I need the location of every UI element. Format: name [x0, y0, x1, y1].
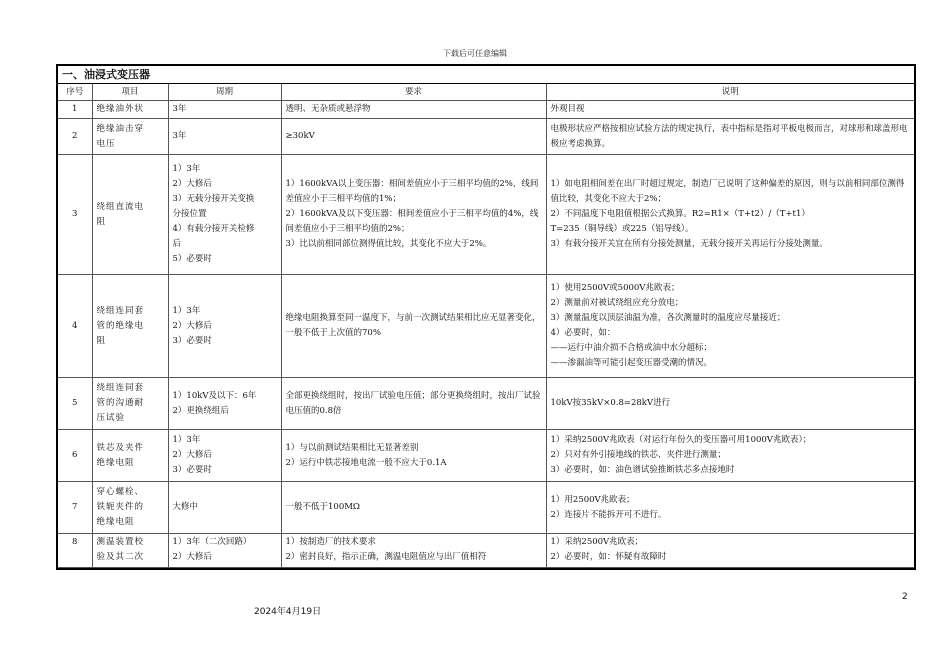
standards-table-sheet: [56, 64, 916, 570]
header-note: 下载后可任意编辑: [443, 49, 507, 58]
row-requirement: 绝缘电阻换算至同一温度下，与前一次测试结果相比应无显著变化，一般不低于上次值的70%: [281, 275, 546, 378]
row-requirement: 1）按制造厂的技术要求 2）密封良好，指示正确，测温电阻值应与出厂值相符: [281, 534, 546, 568]
row-item: 绕组直流电 阻: [92, 155, 168, 275]
row-note: 1）如电阻相间差在出厂时超过规定，制造厂已说明了这种偏差的原因，则与以前相同部位测得值比较，其变化不应大于2%； 2）不同温度下电阻值根据公式换算。R2=R1×（T+t2）/（T+t1） T=235（铜导线）或225（铝导线）。 3）有载分接开关宜在所有分接处测量，无载分接开关再运行分接处测量。: [546, 155, 914, 275]
table-header-row: [58, 84, 914, 101]
row-item: 测温装置校 验及其二次: [92, 534, 168, 568]
row-requirement: 透明、无杂质或悬浮物: [281, 101, 546, 119]
row-item: 绕组连同套 管的沟通耐 压试验: [92, 378, 168, 430]
row-note: 10kV按35kV×0.8=28kV进行: [546, 378, 914, 430]
row-period: 1）3年 2）大修后 3）必要时: [168, 275, 281, 378]
row-note: 1）采纳2500V兆欧表（对运行年份久的变压器可用1000V兆欧表）； 2）只对有外引接地线的铁芯、夹件进行测量； 3）必要时，如：油色谱试验推断铁芯多点接地时: [546, 430, 914, 482]
row-requirement: 全部更换绕组时，按出厂试验电压值；部分更换绕组时，按出厂试验电压值的0.8倍: [281, 378, 546, 430]
row-item: 绕组连同套 管的绝缘电 阻: [92, 275, 168, 378]
row-note: 外观目视: [546, 101, 914, 119]
row-item: 绝缘油击穿 电压: [92, 119, 168, 155]
row-item: 穿心螺栓、 铁轭夹件的 绝缘电阻: [92, 482, 168, 534]
page-number: 2: [902, 592, 908, 602]
row-period: 1）10kV及以下：6年 2）更换绕组后: [168, 378, 281, 430]
row-period: 3年: [168, 101, 281, 119]
row-note: 1）使用2500V或5000V兆欧表； 2）测量前对被试绕组应充分放电； 3）测量温度以顶层油温为准，各次测量时的温度应尽量接近； 4）必要时，如： ——运行中油介损不合格或油中水分超标； ——渗漏油等可能引起变压器受潮的情况。: [546, 275, 914, 378]
col-header-requirement: 要求: [281, 84, 546, 101]
table-row: [58, 155, 914, 275]
row-note: 1）用2500V兆欧表； 2）连接片不能拆开可不进行。: [546, 482, 914, 534]
col-header-item: 项目: [92, 84, 168, 101]
table-row: [58, 119, 914, 155]
row-period: 大修中: [168, 482, 281, 534]
row-requirement: 一般不低于100MΩ: [281, 482, 546, 534]
table-row: [58, 101, 914, 119]
col-header-no: 序号: [58, 84, 92, 101]
row-note: 电极形状应严格按相应试验方法的规定执行，表中指标是指对平板电极而言，对球形和球盖形电极应考虑换算。: [546, 119, 914, 155]
table-row: [58, 534, 914, 568]
col-header-period: 周期: [168, 84, 281, 101]
row-period: 3年: [168, 119, 281, 155]
row-requirement: 1）1600kVA以上变压器：相间差值应小于三相平均值的2%，线间差值应小于三相平均值的1%； 2）1600kVA及以下变压器：相间差值应小于三相平均值的4%，线间差值应小于三相平均值的2%； 3）比以前相同部位测得值比较，其变化不应大于2%。: [281, 155, 546, 275]
table-row: [58, 430, 914, 482]
row-no: 5: [58, 378, 92, 430]
row-period: 1）3年（二次回路） 2）大修后: [168, 534, 281, 568]
table-row: [58, 482, 914, 534]
row-no: 2: [58, 119, 92, 155]
section-title: 一、油浸式变压器: [58, 66, 914, 84]
row-requirement: 1）与以前测试结果相比无显著差别 2）运行中铁芯接地电流一般不应大于0.1A: [281, 430, 546, 482]
table-row: [58, 378, 914, 430]
row-no: 8: [58, 534, 92, 568]
row-item: 绝缘油外状: [92, 101, 168, 119]
row-no: 1: [58, 101, 92, 119]
row-no: 6: [58, 430, 92, 482]
row-period: 1）3年 2）大修后 3）无载分接开关变换 分接位置 4）有载分接开关检修 后 5）必要时: [168, 155, 281, 275]
row-requirement: ≥30kV: [281, 119, 546, 155]
row-item: 铁芯及夹件 绝缘电阻: [92, 430, 168, 482]
col-header-note: 说明: [546, 84, 914, 101]
row-no: 3: [58, 155, 92, 275]
table-row: [58, 275, 914, 378]
test-items-table: [58, 84, 914, 568]
row-note: 1）采纳2500V兆欧表； 2）必要时，如：怀疑有故障时: [546, 534, 914, 568]
row-no: 7: [58, 482, 92, 534]
footer-date: 2024年4月19日: [254, 607, 322, 617]
row-no: 4: [58, 275, 92, 378]
row-period: 1）3年 2）大修后 3）必要时: [168, 430, 281, 482]
